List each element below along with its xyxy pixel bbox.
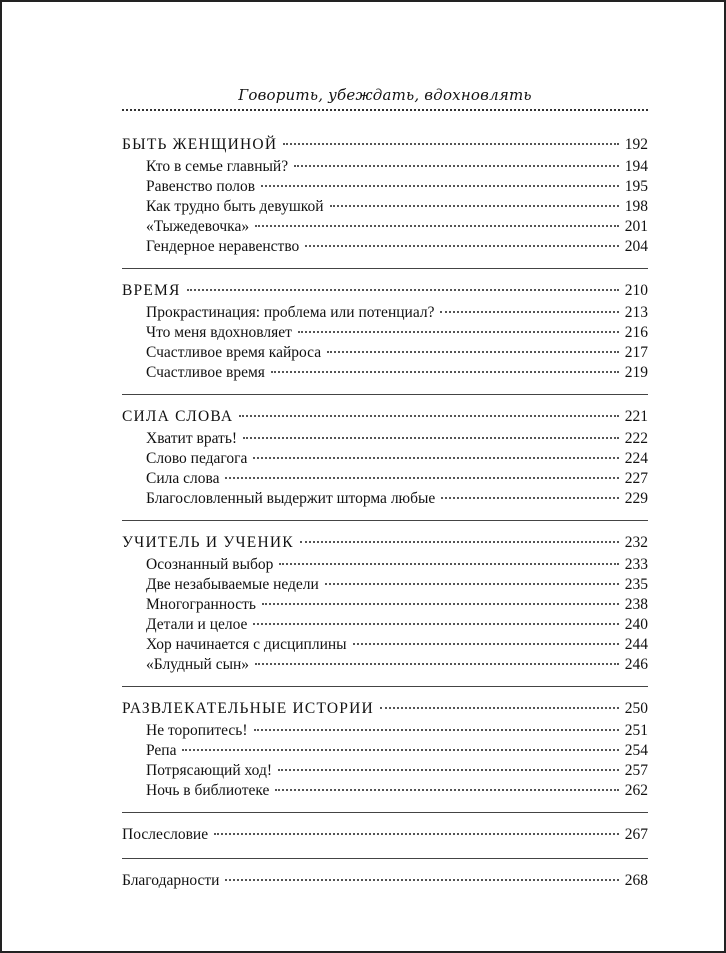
toc-section: [122, 531, 648, 675]
toc-entry[interactable]: [122, 197, 648, 217]
entry-title: Кто в семье главный?: [146, 158, 289, 175]
toc-entry[interactable]: [122, 615, 648, 635]
table-of-contents: [122, 133, 648, 904]
toc-entry-acknowledgements[interactable]: [122, 869, 648, 893]
page-number: 238: [624, 596, 648, 613]
toc-section: [122, 823, 648, 847]
section-divider: [122, 858, 648, 859]
toc-entry[interactable]: [122, 363, 648, 383]
entry-title: Послесловие: [122, 826, 209, 843]
entry-title: Ночь в библиотеке: [146, 782, 270, 799]
dot-leader: [440, 311, 618, 313]
page-number: 224: [624, 450, 648, 467]
dot-leader: [380, 707, 619, 709]
toc-entry[interactable]: [122, 781, 648, 801]
toc-section: [122, 405, 648, 509]
page-number: 262: [624, 782, 648, 799]
dot-leader: [353, 643, 619, 645]
toc-entry[interactable]: [122, 555, 648, 575]
section-divider: [122, 268, 648, 269]
page-number: 229: [624, 490, 648, 507]
toc-entry[interactable]: [122, 575, 648, 595]
toc-section: [122, 279, 648, 383]
entry-title: Репа: [146, 742, 177, 759]
toc-entry[interactable]: [122, 323, 648, 343]
page-number: 219: [624, 364, 648, 381]
entry-title: Две незабываемые недели: [146, 576, 319, 593]
entry-title: Многогранность: [146, 596, 256, 613]
section-title: БЫТЬ ЖЕНЩИНОЙ: [122, 136, 278, 153]
dot-leader: [225, 477, 618, 479]
entry-title: Слово педагога: [146, 450, 248, 467]
page-number: 201: [624, 218, 648, 235]
dot-leader: [182, 749, 618, 751]
toc-entry[interactable]: [122, 343, 648, 363]
toc-entry[interactable]: [122, 237, 648, 257]
dot-leader: [325, 583, 619, 585]
running-header: Говорить, убеждать, вдохновлять: [238, 86, 532, 104]
dot-leader: [305, 245, 618, 247]
dot-leader: [279, 563, 618, 565]
toc-entry[interactable]: [122, 177, 648, 197]
dot-leader: [262, 603, 619, 605]
dot-leader: [255, 225, 619, 227]
dot-leader: [225, 879, 618, 881]
entry-title: «Блудный сын»: [146, 656, 250, 673]
section-divider: [122, 394, 648, 395]
dot-leader: [253, 623, 618, 625]
page-number: 250: [624, 700, 648, 717]
dot-leader: [253, 457, 618, 459]
toc-section: [122, 697, 648, 801]
page-number: 244: [624, 636, 648, 653]
toc-entry[interactable]: [122, 303, 648, 323]
entry-title: Благословленный выдержит шторма любые: [146, 490, 436, 507]
header-dotted-rule: [122, 109, 648, 111]
page-number: 210: [624, 282, 648, 299]
toc-section-heading[interactable]: [122, 697, 648, 721]
page-number: 235: [624, 576, 648, 593]
toc-entry[interactable]: [122, 217, 648, 237]
toc-section: [122, 133, 648, 257]
section-title: УЧИТЕЛЬ И УЧЕНИК: [122, 534, 294, 551]
dot-leader: [255, 663, 619, 665]
toc-entry[interactable]: [122, 157, 648, 177]
toc-entry-afterword[interactable]: [122, 823, 648, 847]
dot-leader: [271, 371, 619, 373]
section-divider: [122, 686, 648, 687]
dot-leader: [298, 331, 619, 333]
toc-section-heading[interactable]: [122, 279, 648, 303]
entry-title: Не торопитесь!: [146, 722, 248, 739]
page-number: 251: [624, 722, 648, 739]
page-number: 246: [624, 656, 648, 673]
page-number: 194: [624, 158, 648, 175]
toc-entry[interactable]: [122, 721, 648, 741]
toc-entry[interactable]: [122, 489, 648, 509]
page-number: 221: [624, 408, 648, 425]
entry-title: Хватит врать!: [146, 430, 238, 447]
entry-title: Гендерное неравенство: [146, 238, 300, 255]
dot-leader: [294, 165, 619, 167]
page-number: 192: [624, 136, 648, 153]
page-number: 222: [624, 430, 648, 447]
dot-leader: [243, 437, 619, 439]
page-number: 254: [624, 742, 648, 759]
section-title: СИЛА СЛОВА: [122, 408, 234, 425]
dot-leader: [261, 185, 619, 187]
toc-entry[interactable]: [122, 655, 648, 675]
page-number: 216: [624, 324, 648, 341]
page-number: 204: [624, 238, 648, 255]
entry-title: Что меня вдохновляет: [146, 324, 292, 341]
entry-title: Счастливое время кайроса: [146, 344, 322, 361]
page-number: 227: [624, 470, 648, 487]
dot-leader: [239, 415, 618, 417]
toc-section: [122, 869, 648, 893]
section-title: ВРЕМЯ: [122, 282, 181, 299]
dot-leader: [275, 789, 618, 791]
entry-title: Счастливое время: [146, 364, 265, 381]
toc-entry[interactable]: [122, 761, 648, 781]
section-divider: [122, 812, 648, 813]
entry-title: Сила слова: [146, 470, 220, 487]
section-divider: [122, 520, 648, 521]
page-number: 232: [624, 534, 648, 551]
dot-leader: [327, 351, 619, 353]
dot-leader: [330, 205, 619, 207]
entry-title: Осознанный выбор: [146, 556, 274, 573]
dot-leader: [278, 769, 619, 771]
toc-entry[interactable]: [122, 595, 648, 615]
dot-leader: [214, 833, 619, 835]
toc-entry[interactable]: [122, 741, 648, 761]
entry-title: Как трудно быть девушкой: [146, 198, 324, 215]
entry-title: Прокрастинация: проблема или потенциал?: [146, 304, 435, 321]
entry-title: Равенство полов: [146, 178, 256, 195]
section-title: РАЗВЛЕКАТЕЛЬНЫЕ ИСТОРИИ: [122, 700, 374, 717]
entry-title: Детали и целое: [146, 616, 248, 633]
page-number: 195: [624, 178, 648, 195]
entry-title: Потрясающий ход!: [146, 762, 273, 779]
toc-entry[interactable]: [122, 469, 648, 489]
page-number: 240: [624, 616, 648, 633]
toc-section-heading[interactable]: [122, 405, 648, 429]
toc-section-heading[interactable]: [122, 531, 648, 555]
dot-leader: [283, 143, 619, 145]
entry-title: Благодарности: [122, 872, 220, 889]
toc-entry[interactable]: [122, 635, 648, 655]
toc-entry[interactable]: [122, 449, 648, 469]
toc-entry[interactable]: [122, 429, 648, 449]
page-number: 233: [624, 556, 648, 573]
page-number: 268: [624, 872, 648, 889]
page-number: 267: [624, 826, 648, 843]
entry-title: Хор начинается с дисциплины: [146, 636, 347, 653]
dot-leader: [187, 289, 619, 291]
page-number: 217: [624, 344, 648, 361]
page-number: 257: [624, 762, 648, 779]
page-number: 213: [624, 304, 648, 321]
page-number: 198: [624, 198, 648, 215]
entry-title: «Тыжедевочка»: [146, 218, 250, 235]
dot-leader: [300, 541, 619, 543]
toc-section-heading[interactable]: [122, 133, 648, 157]
dot-leader: [441, 497, 618, 499]
dot-leader: [254, 729, 619, 731]
